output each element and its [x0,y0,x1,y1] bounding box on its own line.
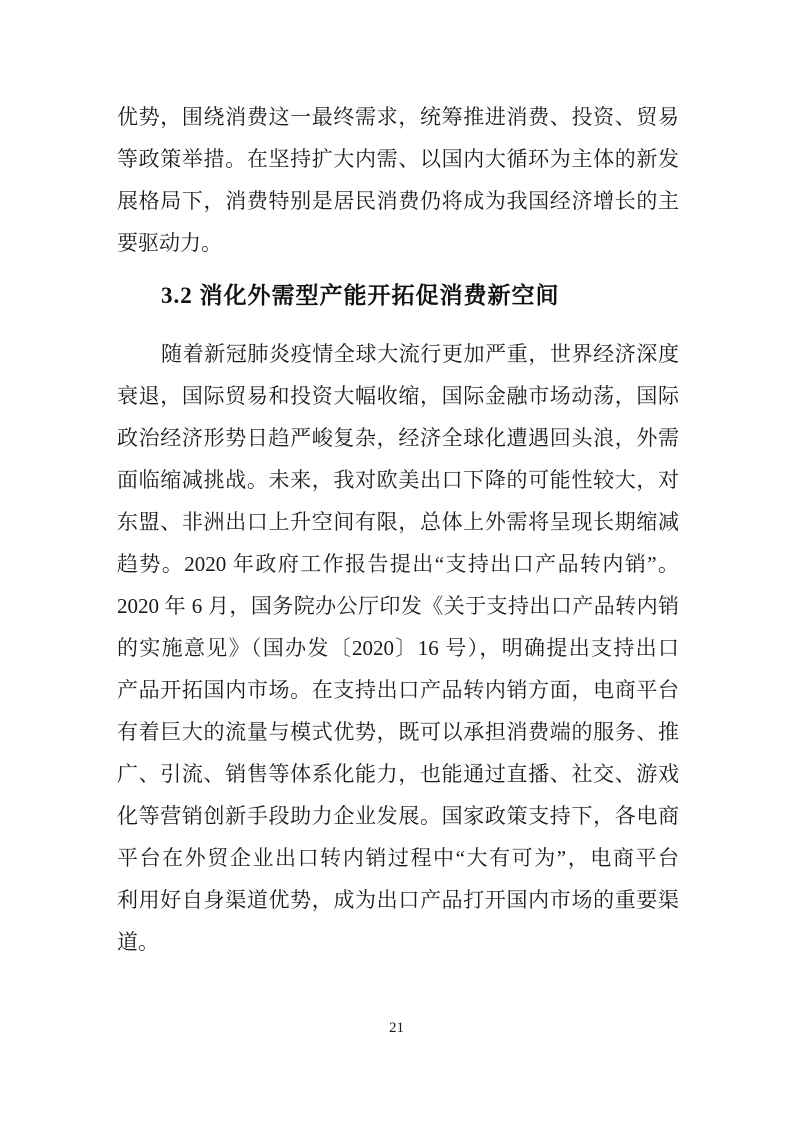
text-line: 2020 年 6 月，国务院办公厅印发《关于支持出口产品转内销 [117,594,679,618]
text-line: 面临缩减挑战。未来，我对欧美出口下降的可能性较大，对 [117,468,679,492]
text-line: 政治经济形势日趋严峻复杂，经济全球化遭遇回头浪，外需 [117,426,679,450]
text-line: 东盟、非洲出口上升空间有限，总体上外需将呈现长期缩减 [117,510,679,534]
section-heading: 3.2 消化外需型产能开拓促消费新空间 [161,283,560,308]
text-line: 优势，围绕消费这一最终需求，统筹推进消费、投资、贸易 [117,105,679,129]
text-line: 平台在外贸企业出口转内销过程中“大有可为”，电商平台 [117,846,679,870]
section-paragraph [117,333,679,963]
page-number: 21 [389,1020,404,1036]
text-line: 衰退，国际贸易和投资大幅收缩，国际金融市场动荡，国际 [117,384,679,408]
text-line: 展格局下，消费特别是居民消费仍将成为我国经济增长的主 [117,189,679,213]
text-line: 等政策举措。在坚持扩大内需、以国内大循环为主体的新发 [117,147,679,171]
text-line: 利用好自身渠道优势，成为出口产品打开国内市场的重要渠 [117,888,679,912]
text-line: 趋势。2020 年政府工作报告提出“支持出口产品转内销”。 [117,552,679,576]
text-line: 道。 [117,930,159,954]
text-line: 的实施意见》（国办发〔2020〕16 号），明确提出支持出口 [117,636,679,660]
text-line: 有着巨大的流量与模式优势，既可以承担消费端的服务、推 [117,720,679,744]
text-line: 广、引流、销售等体系化能力，也能通过直播、社交、游戏 [117,762,679,786]
text-line: 随着新冠肺炎疫情全球大流行更加严重，世界经济深度 [161,342,679,366]
text-line: 要驱动力。 [117,231,222,255]
text-line: 产品开拓国内市场。在支持出口产品转内销方面，电商平台 [117,678,679,702]
text-line: 化等营销创新手段助力企业发展。国家政策支持下，各电商 [117,804,679,828]
paragraph-continuation [117,96,679,264]
